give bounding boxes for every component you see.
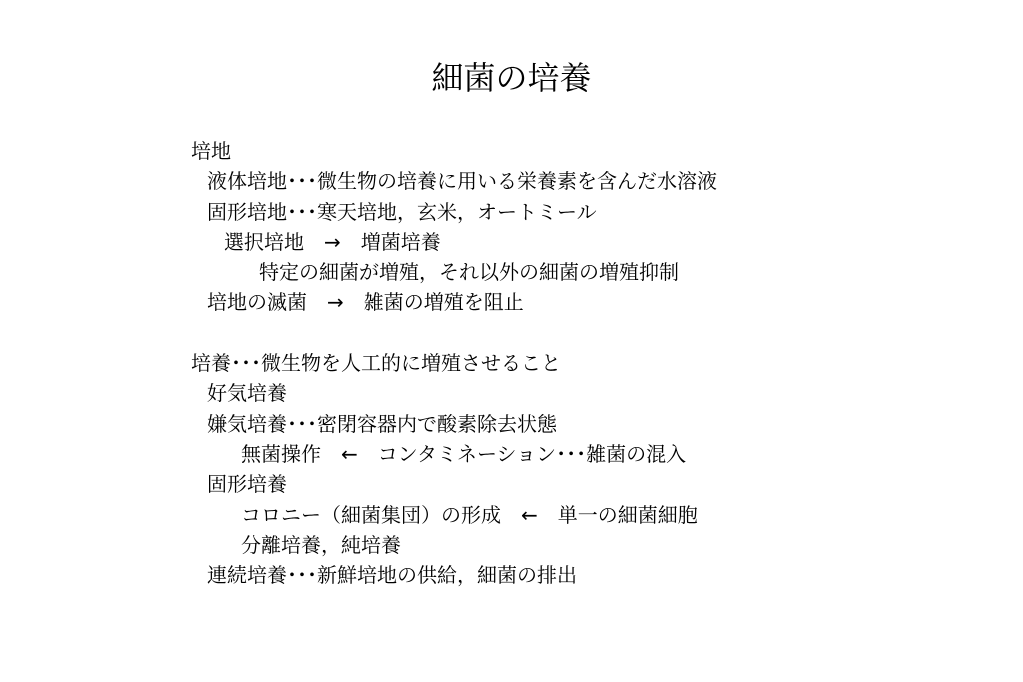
line-aerobic-culture: 好気培養	[207, 381, 287, 406]
heading-culture: 培養･･･微生物を人工的に増殖させること	[191, 351, 561, 376]
line-isolation-culture: 分離培養，純培養	[241, 532, 401, 557]
line-anaerobic-culture: 嫌気培養･･･密閉容器内で酸素除去状態	[207, 411, 557, 436]
line-colony-formation: コロニー（細菌集団）の形成 ← 単一の細菌細胞	[241, 502, 698, 527]
line-continuous-culture: 連続培養･･･新鮮培地の供給，細菌の排出	[207, 563, 577, 588]
spacer	[191, 318, 1011, 348]
heading-medium: 培地	[191, 139, 231, 163]
slide-body	[191, 136, 1011, 590]
line-liquid-medium: 液体培地･･･微生物の培養に用いる栄養素を含んだ水溶液	[207, 169, 717, 194]
slide-title: 細菌の培養	[431, 59, 592, 97]
line-aseptic-technique: 無菌操作 ← コンタミネーション･･･雑菌の混入	[241, 441, 687, 466]
line-sterilization: 培地の滅菌 → 雑菌の増殖を阻止	[207, 290, 524, 315]
line-solid-medium: 固形培地･･･寒天培地，玄米，オートミール	[207, 199, 597, 224]
line-selective-detail: 特定の細菌が増殖，それ以外の細菌の増殖抑制	[259, 260, 679, 285]
line-solid-culture: 固形培養	[207, 472, 287, 497]
line-selective-medium: 選択培地 → 増菌培養	[224, 229, 441, 254]
